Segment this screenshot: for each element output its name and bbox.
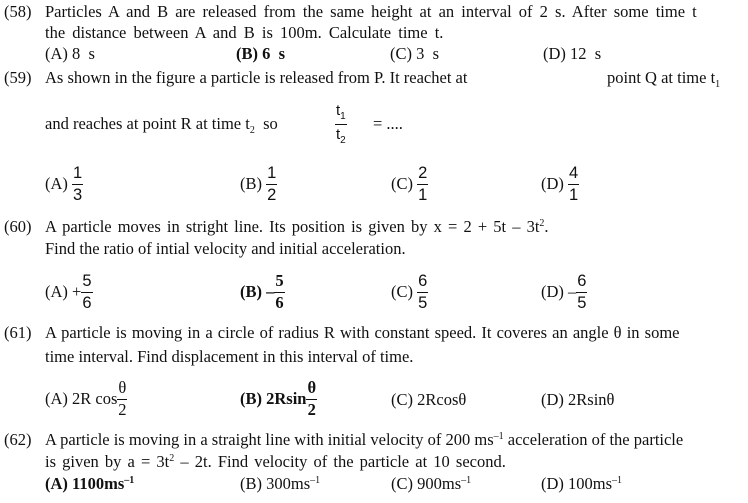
option-a[interactable] (45, 165, 83, 203)
option-value: 2Rsinθ (568, 390, 615, 409)
option-label: (B) (240, 389, 262, 408)
option-label: (A) (45, 44, 68, 63)
fraction (576, 273, 587, 311)
option-label: (C) (391, 390, 413, 409)
superscript: 2 (539, 218, 545, 229)
numerator: 2 (417, 165, 428, 185)
option-b[interactable] (240, 165, 277, 203)
expression: 2Rsin (266, 389, 307, 408)
superscript: 2 (169, 453, 175, 464)
option-b[interactable] (240, 273, 285, 311)
question-text: Particles A and B are released from the same height at an interval of 2 s. After some time t (45, 2, 697, 21)
question-text: A particle is moving in a circle of radius R with constant speed. It coveres an angle θ in some (45, 323, 680, 342)
question-text (45, 114, 278, 136)
option-label: (B) (236, 44, 258, 63)
denominator: 6 (82, 293, 92, 312)
text-segment: and reaches at point R at time t (45, 114, 250, 133)
option-b[interactable] (240, 474, 320, 494)
sign: – (568, 282, 577, 301)
option-label: (D) (541, 390, 564, 409)
fraction (274, 273, 284, 311)
question-number: (61) (4, 323, 32, 342)
option-d[interactable] (541, 273, 587, 311)
option-label: (B) (240, 474, 262, 493)
option-c[interactable] (391, 474, 471, 494)
option-label: (C) (390, 44, 412, 63)
option-a[interactable] (45, 273, 93, 311)
option-d[interactable] (541, 390, 614, 410)
option-c[interactable] (391, 165, 428, 203)
superscript: –1 (461, 475, 472, 486)
option-label: (C) (391, 474, 413, 493)
option-value: 2Rcosθ (417, 390, 467, 409)
denominator: 2 (307, 399, 316, 419)
denominator: 6 (275, 292, 284, 312)
numerator: 5 (274, 273, 284, 293)
numerator: θ (306, 380, 317, 400)
option-a[interactable] (45, 380, 127, 418)
denominator: 1 (569, 185, 579, 204)
denominator: 2 (118, 399, 127, 419)
fraction (81, 273, 92, 311)
question-text (607, 68, 720, 90)
numerator: t (336, 102, 341, 119)
text-segment: is given by a = 3t (45, 452, 170, 471)
option-label: (C) (391, 282, 413, 301)
sign: + (72, 282, 82, 301)
option-a[interactable] (45, 44, 95, 64)
question-number: (58) (4, 2, 32, 21)
question-text: time interval. Find displacement in this interval of time. (45, 347, 414, 366)
fraction (306, 380, 317, 418)
numerator: 6 (576, 273, 587, 293)
expression: 2R cos (72, 389, 118, 408)
question-number: (59) (4, 68, 32, 87)
question-text: = .... (373, 114, 403, 133)
fraction (417, 165, 428, 203)
option-value: 3 s (416, 44, 440, 63)
sign: – (266, 282, 275, 301)
question-text (45, 217, 549, 237)
denominator: 5 (418, 293, 428, 312)
text-segment: . (544, 217, 549, 236)
option-label: (A) (45, 474, 68, 493)
option-value: 300ms (266, 474, 311, 493)
option-d[interactable] (541, 165, 579, 203)
fraction (117, 380, 127, 418)
option-label: (B) (240, 282, 262, 301)
option-value: 12 s (570, 44, 602, 63)
option-b[interactable] (240, 380, 317, 418)
option-c[interactable] (391, 273, 428, 311)
question-number: (60) (4, 217, 32, 236)
option-c[interactable] (391, 390, 466, 410)
fraction (417, 273, 428, 311)
option-c[interactable] (390, 44, 439, 64)
text-segment: so (263, 114, 278, 133)
option-value: 900ms (417, 474, 462, 493)
subscript: 2 (249, 125, 255, 136)
option-d[interactable] (543, 44, 601, 64)
question-text: the distance between A and B is 100m. Calculate time t. (45, 23, 444, 42)
numerator: 4 (568, 165, 579, 185)
fraction (266, 165, 277, 203)
text-segment: A particle is moving in a straight line with initial velocity of 200 ms (45, 430, 494, 449)
numerator: 1 (266, 165, 277, 185)
ratio-fraction (335, 103, 347, 146)
question-text: As shown in the figure a particle is released from P. It reachet at (45, 68, 468, 87)
subscript: 1 (715, 79, 721, 90)
numerator: 5 (81, 273, 92, 293)
question-number: (62) (4, 430, 32, 449)
option-b[interactable] (236, 44, 285, 64)
option-label: (C) (391, 174, 413, 193)
option-d[interactable] (541, 474, 622, 494)
option-label: (D) (543, 44, 566, 63)
option-value: 100ms (568, 474, 613, 493)
option-label: (D) (541, 282, 564, 301)
numerator: 6 (417, 273, 428, 293)
text-segment: point Q at time t (607, 68, 716, 87)
superscript: –1 (310, 475, 321, 486)
subscript: 1 (340, 111, 346, 122)
option-label: (B) (240, 174, 262, 193)
denominator: 3 (73, 185, 83, 204)
text-segment: acceleration of the particle (503, 430, 684, 449)
option-value: 8 s (72, 44, 95, 63)
superscript: –1 (124, 475, 135, 486)
text-segment: A particle moves in stright line. Its position is given by x = 2 + 5t – 3t (45, 217, 540, 236)
option-label: (D) (541, 174, 564, 193)
numerator: 1 (72, 165, 83, 185)
option-label: (A) (45, 282, 68, 301)
denominator: 1 (418, 185, 428, 204)
option-label: (A) (45, 389, 68, 408)
numerator: θ (117, 380, 127, 400)
fraction (72, 165, 83, 203)
denominator: t (336, 126, 341, 143)
question-text: Find the ratio of intial velocity and initial acceleration. (45, 239, 406, 258)
option-value: 6 s (262, 44, 286, 63)
question-text (45, 430, 683, 450)
option-label: (A) (45, 174, 68, 193)
option-a[interactable] (45, 474, 134, 494)
option-label: (D) (541, 474, 564, 493)
denominator: 2 (267, 185, 277, 204)
superscript: –1 (612, 475, 623, 486)
fraction (568, 165, 579, 203)
text-segment: – 2t. Find velocity of the particle at 10 second. (174, 452, 506, 471)
superscript: –1 (493, 431, 504, 442)
denominator: 5 (577, 293, 587, 312)
question-text (45, 452, 506, 472)
option-value: 1100ms (72, 474, 125, 493)
subscript: 2 (340, 135, 346, 146)
